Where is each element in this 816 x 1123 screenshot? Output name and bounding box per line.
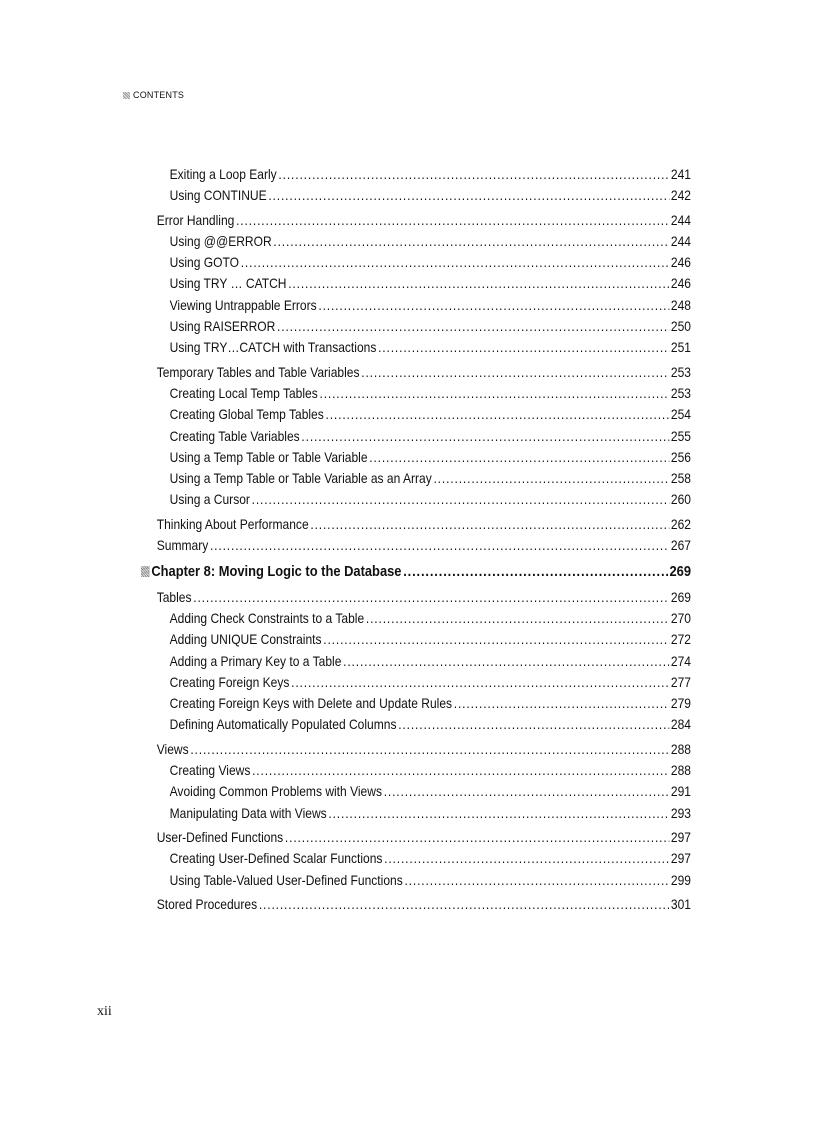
toc-entry[interactable] — [155, 714, 691, 735]
toc-entry[interactable] — [155, 468, 691, 489]
dot-leader — [361, 362, 669, 383]
toc-entry[interactable] — [155, 447, 691, 468]
dot-leader — [343, 651, 669, 672]
toc-entry-title: Using TRY…CATCH with Transactions — [169, 339, 377, 356]
toc-entry[interactable] — [155, 164, 691, 185]
table-of-contents — [151, 164, 691, 915]
toc-entry-title: Using CONTINUE — [169, 187, 267, 204]
dot-leader — [285, 827, 669, 848]
toc-entry[interactable] — [155, 489, 691, 510]
toc-entry[interactable] — [155, 252, 691, 273]
toc-entry-title: Defining Automatically Populated Columns — [169, 716, 397, 733]
toc-entry-title: Creating Local Temp Tables — [169, 384, 318, 401]
toc-entry-title: Using TRY … CATCH — [169, 275, 287, 292]
toc-entry-page: 250 — [670, 318, 691, 335]
toc-entry-title: Creating Table Variables — [169, 427, 300, 444]
dot-leader — [454, 693, 669, 714]
toc-entry-title: Creating Foreign Keys — [169, 673, 290, 690]
toc-entry-page: 269 — [670, 588, 691, 605]
dot-leader — [378, 337, 669, 358]
toc-entry-page: 246 — [670, 275, 691, 292]
toc-entry-page: 277 — [670, 673, 691, 690]
toc-entry-title: Avoiding Common Problems with Views — [169, 783, 382, 800]
dot-leader — [403, 561, 668, 582]
toc-entry[interactable] — [155, 426, 691, 447]
toc-entry-title: Creating Global Temp Tables — [169, 406, 324, 423]
page-number: xii — [97, 1004, 112, 1019]
toc-entry[interactable] — [155, 273, 691, 294]
toc-entry-page: 272 — [670, 631, 691, 648]
toc-entry[interactable] — [155, 803, 691, 824]
toc-entry-page: 256 — [670, 448, 691, 465]
toc-entry-title: Adding Check Constraints to a Table — [169, 609, 365, 626]
toc-entry[interactable] — [155, 404, 691, 425]
dot-leader — [384, 781, 669, 802]
toc-entry-title: User-Defined Functions — [156, 828, 284, 845]
dot-leader — [318, 295, 669, 316]
dot-leader — [236, 210, 669, 231]
dot-leader — [252, 489, 670, 510]
dot-leader — [259, 894, 669, 915]
dot-leader — [369, 447, 669, 468]
toc-entry-page: 253 — [670, 384, 691, 401]
toc-entry-page: 254 — [670, 406, 691, 423]
toc-entry[interactable] — [155, 514, 691, 535]
dot-leader — [433, 468, 669, 489]
toc-entry[interactable] — [155, 760, 691, 781]
toc-entry-page: 260 — [670, 491, 691, 508]
toc-entry[interactable] — [155, 316, 691, 337]
gray-block-icon — [123, 92, 130, 99]
toc-entry[interactable] — [155, 337, 691, 358]
dot-leader — [404, 870, 669, 891]
toc-entry-title: Using @@ERROR — [169, 232, 272, 249]
toc-entry[interactable] — [155, 739, 691, 760]
toc-entry-title: Views — [156, 740, 189, 757]
dot-leader — [328, 803, 669, 824]
toc-entry[interactable] — [155, 651, 691, 672]
toc-entry-title: Using a Temp Table or Table Variable as an Array — [169, 470, 432, 487]
dot-leader — [210, 535, 669, 556]
chapter-block-icon — [141, 566, 150, 577]
toc-entry-page: 248 — [670, 296, 691, 313]
toc-entry-page: 253 — [670, 363, 691, 380]
toc-entry-page: 262 — [670, 515, 691, 532]
toc-entry-page: 297 — [670, 828, 691, 845]
toc-entry[interactable] — [155, 362, 691, 383]
dot-leader — [319, 383, 669, 404]
toc-entry-page: 269 — [669, 563, 691, 581]
toc-entry-page: 255 — [670, 427, 691, 444]
dot-leader — [252, 760, 669, 781]
running-header — [123, 90, 184, 100]
toc-entry-title: Manipulating Data with Views — [169, 804, 327, 821]
toc-entry-page: 258 — [670, 470, 691, 487]
toc-entry-title: Exiting a Loop Early — [169, 166, 277, 182]
toc-entry[interactable] — [155, 693, 691, 714]
dot-leader — [326, 404, 670, 425]
toc-entry-title: Thinking About Performance — [156, 515, 309, 532]
toc-entry-title: Using GOTO — [169, 254, 239, 271]
toc-entry-page: 293 — [670, 804, 691, 821]
toc-entry-page: 246 — [670, 254, 691, 271]
toc-entry-title: Adding a Primary Key to a Table — [169, 652, 342, 669]
toc-entry-page: 288 — [670, 740, 691, 757]
toc-entry-title: Using Table-Valued User-Defined Functions — [169, 871, 403, 888]
toc-entry[interactable] — [155, 672, 691, 693]
toc-entry-title: Creating Foreign Keys with Delete and Update Rules — [169, 695, 453, 712]
toc-entry-page: 301 — [670, 895, 691, 912]
dot-leader — [366, 608, 669, 629]
toc-entry-title: Stored Procedures — [156, 895, 258, 912]
dot-leader — [323, 629, 669, 650]
toc-entry-title: Error Handling — [156, 211, 235, 228]
toc-chapter-title — [141, 561, 401, 582]
toc-entry-page: 267 — [670, 537, 691, 554]
toc-entry-page: 251 — [670, 339, 691, 356]
toc-entry-title: Tables — [156, 588, 192, 605]
toc-entry[interactable] — [155, 870, 691, 891]
toc-entry-title: Using RAISERROR — [169, 318, 276, 335]
toc-entry-page: 279 — [670, 695, 691, 712]
dot-leader — [277, 316, 669, 337]
dot-leader — [288, 273, 669, 294]
toc-entry-title: Viewing Untrappable Errors — [169, 296, 317, 313]
toc-entry[interactable] — [155, 781, 691, 802]
toc-entry[interactable] — [155, 185, 691, 206]
toc-entry[interactable] — [155, 210, 691, 231]
toc-entry-page: 299 — [670, 871, 691, 888]
toc-entry-page: 274 — [670, 652, 691, 669]
toc-entry-title: Creating User-Defined Scalar Functions — [169, 850, 383, 867]
dot-leader — [278, 164, 669, 185]
toc-entry[interactable] — [155, 295, 691, 316]
toc-entry-title: Temporary Tables and Table Variables — [156, 363, 360, 380]
dot-leader — [291, 672, 669, 693]
toc-entry[interactable] — [155, 629, 691, 650]
dot-leader — [301, 426, 669, 447]
dot-leader — [310, 514, 669, 535]
dot-leader — [268, 185, 669, 206]
toc-entry[interactable] — [155, 894, 691, 915]
toc-entry[interactable] — [155, 383, 691, 404]
toc-entry[interactable] — [155, 231, 691, 252]
toc-entry-page: 288 — [670, 762, 691, 779]
toc-entry-title: Summary — [156, 537, 209, 554]
dot-leader — [193, 587, 669, 608]
toc-entry-title: Adding UNIQUE Constraints — [169, 631, 322, 648]
dot-leader — [384, 848, 669, 869]
toc-entry[interactable] — [155, 587, 691, 608]
toc-entry-page: 297 — [670, 850, 691, 867]
toc-chapter-entry[interactable] — [141, 561, 691, 582]
dot-leader — [398, 714, 669, 735]
toc-entry-page: 241 — [670, 166, 691, 182]
toc-entry-page: 244 — [670, 211, 691, 228]
toc-entry[interactable] — [155, 608, 691, 629]
dot-leader — [190, 739, 669, 760]
running-header-label: CONTENTS — [133, 90, 185, 100]
toc-chapter-title-text: Chapter 8: Moving Logic to the Database — [151, 563, 402, 581]
toc-entry-page: 291 — [670, 783, 691, 800]
toc-entry-title: Using a Cursor — [169, 491, 250, 508]
toc-entry-page: 284 — [670, 716, 691, 733]
toc-entry[interactable] — [155, 827, 691, 848]
toc-entry[interactable] — [155, 535, 691, 556]
toc-entry-title: Using a Temp Table or Table Variable — [169, 448, 368, 465]
toc-entry-page: 244 — [670, 232, 691, 249]
dot-leader — [241, 252, 669, 273]
dot-leader — [273, 231, 669, 252]
toc-entry-page: 270 — [670, 609, 691, 626]
toc-entry-page: 242 — [670, 187, 691, 204]
toc-entry[interactable] — [155, 848, 691, 869]
toc-entry-title: Creating Views — [169, 762, 251, 779]
